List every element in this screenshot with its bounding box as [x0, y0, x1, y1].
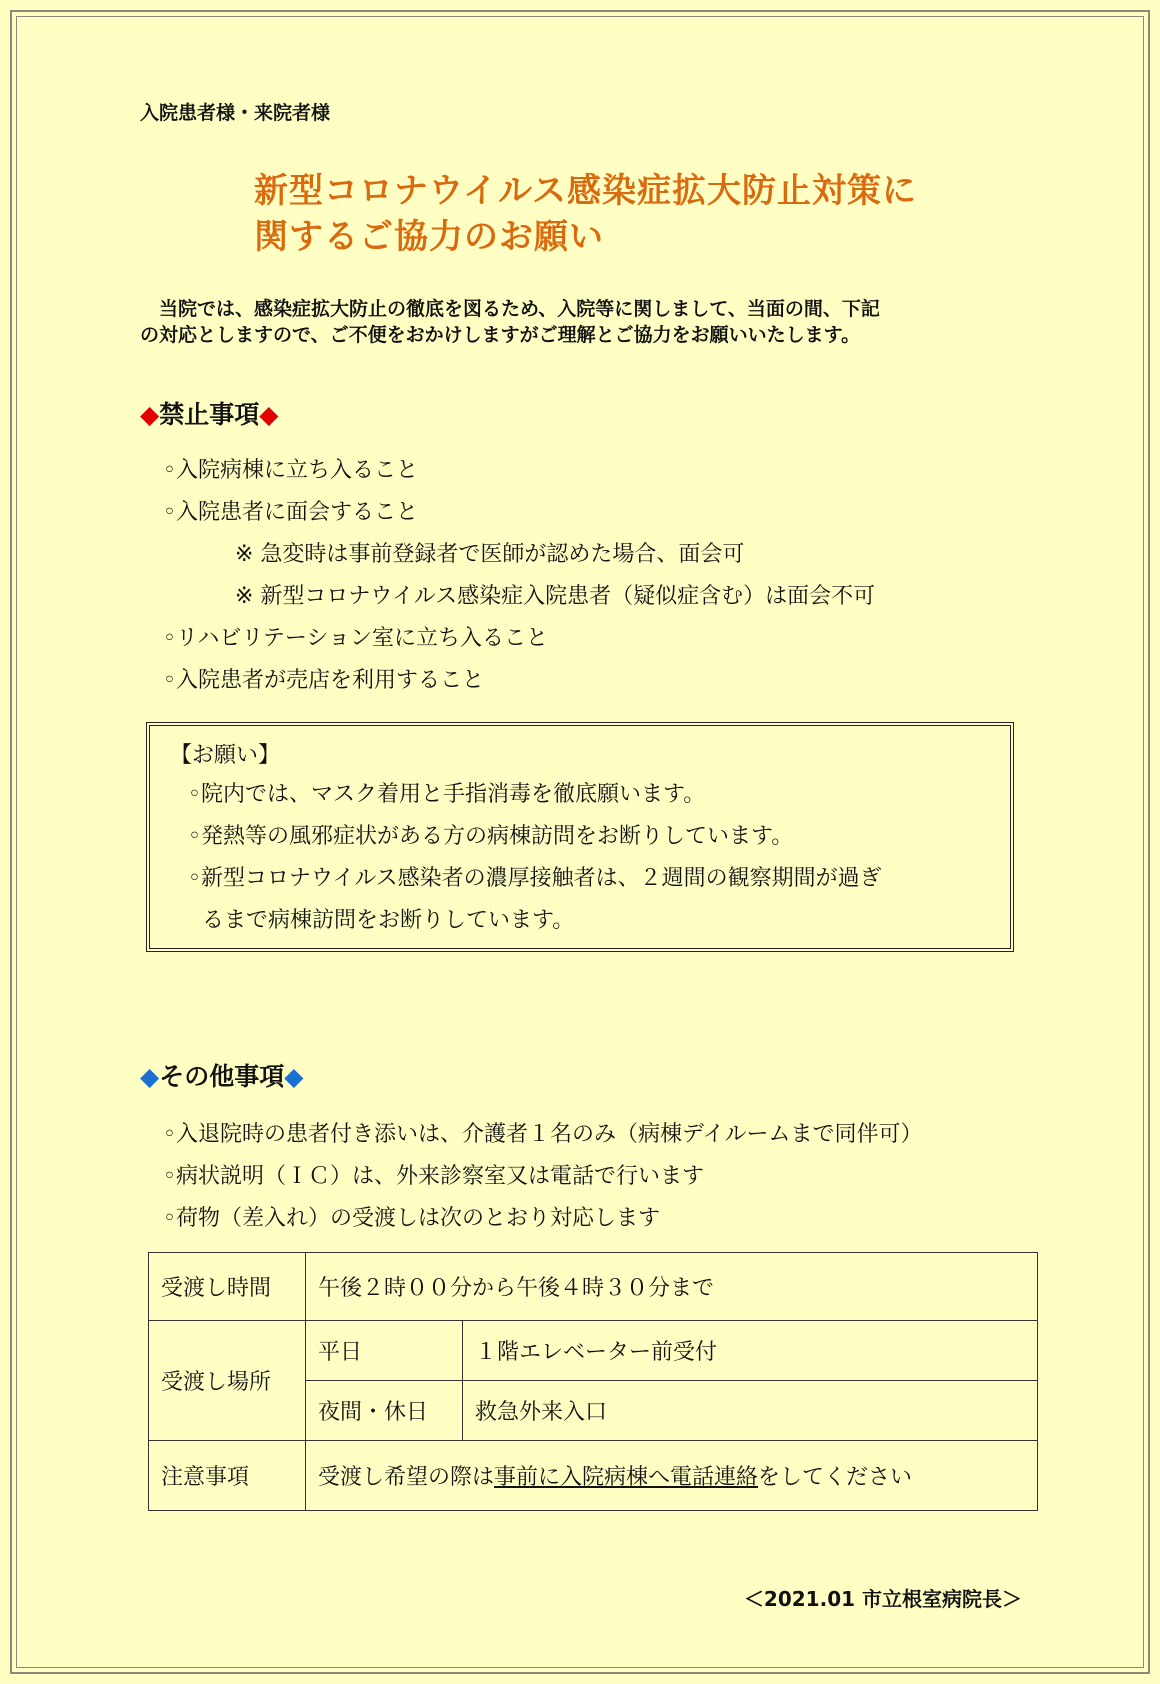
list-item: ◦院内では、マスク着用と手指消毒を徹底願います。 — [188, 782, 706, 807]
weekday-label: 平日 — [306, 1321, 463, 1381]
table-row — [149, 1321, 1038, 1381]
list-item: ◦入院患者が売店を利用すること — [163, 668, 484, 693]
footer-signature: ＜2021.01 市立根室病院長＞ — [743, 1587, 1022, 1611]
prohibited-list — [163, 450, 875, 702]
time-value: 午後２時００分から午後４時３０分まで — [306, 1253, 1038, 1321]
other-heading — [140, 1057, 303, 1093]
intro-line-2: の対応としますので、ご不便をおかけしますがご理解とご協力をお願いいたします。 — [140, 324, 861, 346]
table-row — [149, 1441, 1038, 1511]
blue-diamond-icon: ◆ — [140, 1062, 160, 1091]
list-note: ※ 急変時は事前登録者で医師が認めた場合、面会可 — [235, 542, 745, 567]
list-item: ◦入院病棟に立ち入ること — [163, 458, 418, 483]
request-title: 【お願い】 — [170, 743, 281, 768]
list-item: ◦新型コロナウイルス感染者の濃厚接触者は、２週間の観察期間が過ぎ — [188, 866, 882, 891]
list-item: ◦荷物（差入れ）の受渡しは次のとおり対応します — [163, 1206, 660, 1231]
holiday-value: 救急外来入口 — [463, 1381, 1038, 1441]
list-item: ◦リハビリテーション室に立ち入ること — [163, 626, 548, 651]
other-list — [163, 1114, 922, 1240]
intro-line-1: 当院では、感染症拡大防止の徹底を図るため、入院等に関しまして、当面の間、下記 — [159, 298, 880, 320]
prohibited-heading — [140, 395, 278, 431]
notice-title — [254, 168, 917, 260]
notes-value: 受渡し希望の際は事前に入院病棟へ電話連絡をしてください — [306, 1441, 1038, 1511]
list-item: ◦発熱等の風邪症状がある方の病棟訪問をお断りしています。 — [188, 824, 794, 849]
notes-underlined-text: 事前に入院病棟へ電話連絡 — [494, 1465, 759, 1490]
notes-label: 注意事項 — [149, 1441, 306, 1511]
prohibited-heading-text: 禁止事項 — [159, 400, 260, 429]
list-item-continuation: るまで病棟訪問をお断りしています。 — [202, 908, 575, 933]
request-box — [146, 722, 1014, 952]
list-note: ※ 新型コロナウイルス感染症入院患者（疑似症含む）は面会不可 — [235, 584, 876, 609]
table-row — [149, 1253, 1038, 1321]
title-line-1: 新型コロナウイルス感染症拡大防止対策に — [254, 171, 917, 211]
list-item: ◦入院患者に面会すること — [163, 500, 418, 525]
list-item: ◦病状説明（ＩＣ）は、外来診察室又は電話で行います — [163, 1164, 704, 1189]
blue-diamond-icon: ◆ — [284, 1062, 304, 1091]
time-label: 受渡し時間 — [149, 1253, 306, 1321]
weekday-value: １階エレベーター前受付 — [463, 1321, 1038, 1381]
list-item: ◦入退院時の患者付き添いは、介護者１名のみ（病棟デイルームまで同伴可） — [163, 1122, 923, 1147]
holiday-label: 夜間・休日 — [306, 1381, 463, 1441]
recipients-line: 入院患者様・来院者様 — [140, 102, 331, 124]
place-label: 受渡し場所 — [149, 1321, 306, 1441]
intro-paragraph — [140, 296, 880, 348]
pickup-table — [148, 1252, 1038, 1511]
other-heading-text: その他事項 — [159, 1062, 285, 1091]
request-list — [188, 774, 882, 942]
red-diamond-icon: ◆ — [259, 400, 279, 429]
title-line-2: 関するご協力のお願い — [254, 217, 604, 257]
red-diamond-icon: ◆ — [140, 400, 160, 429]
